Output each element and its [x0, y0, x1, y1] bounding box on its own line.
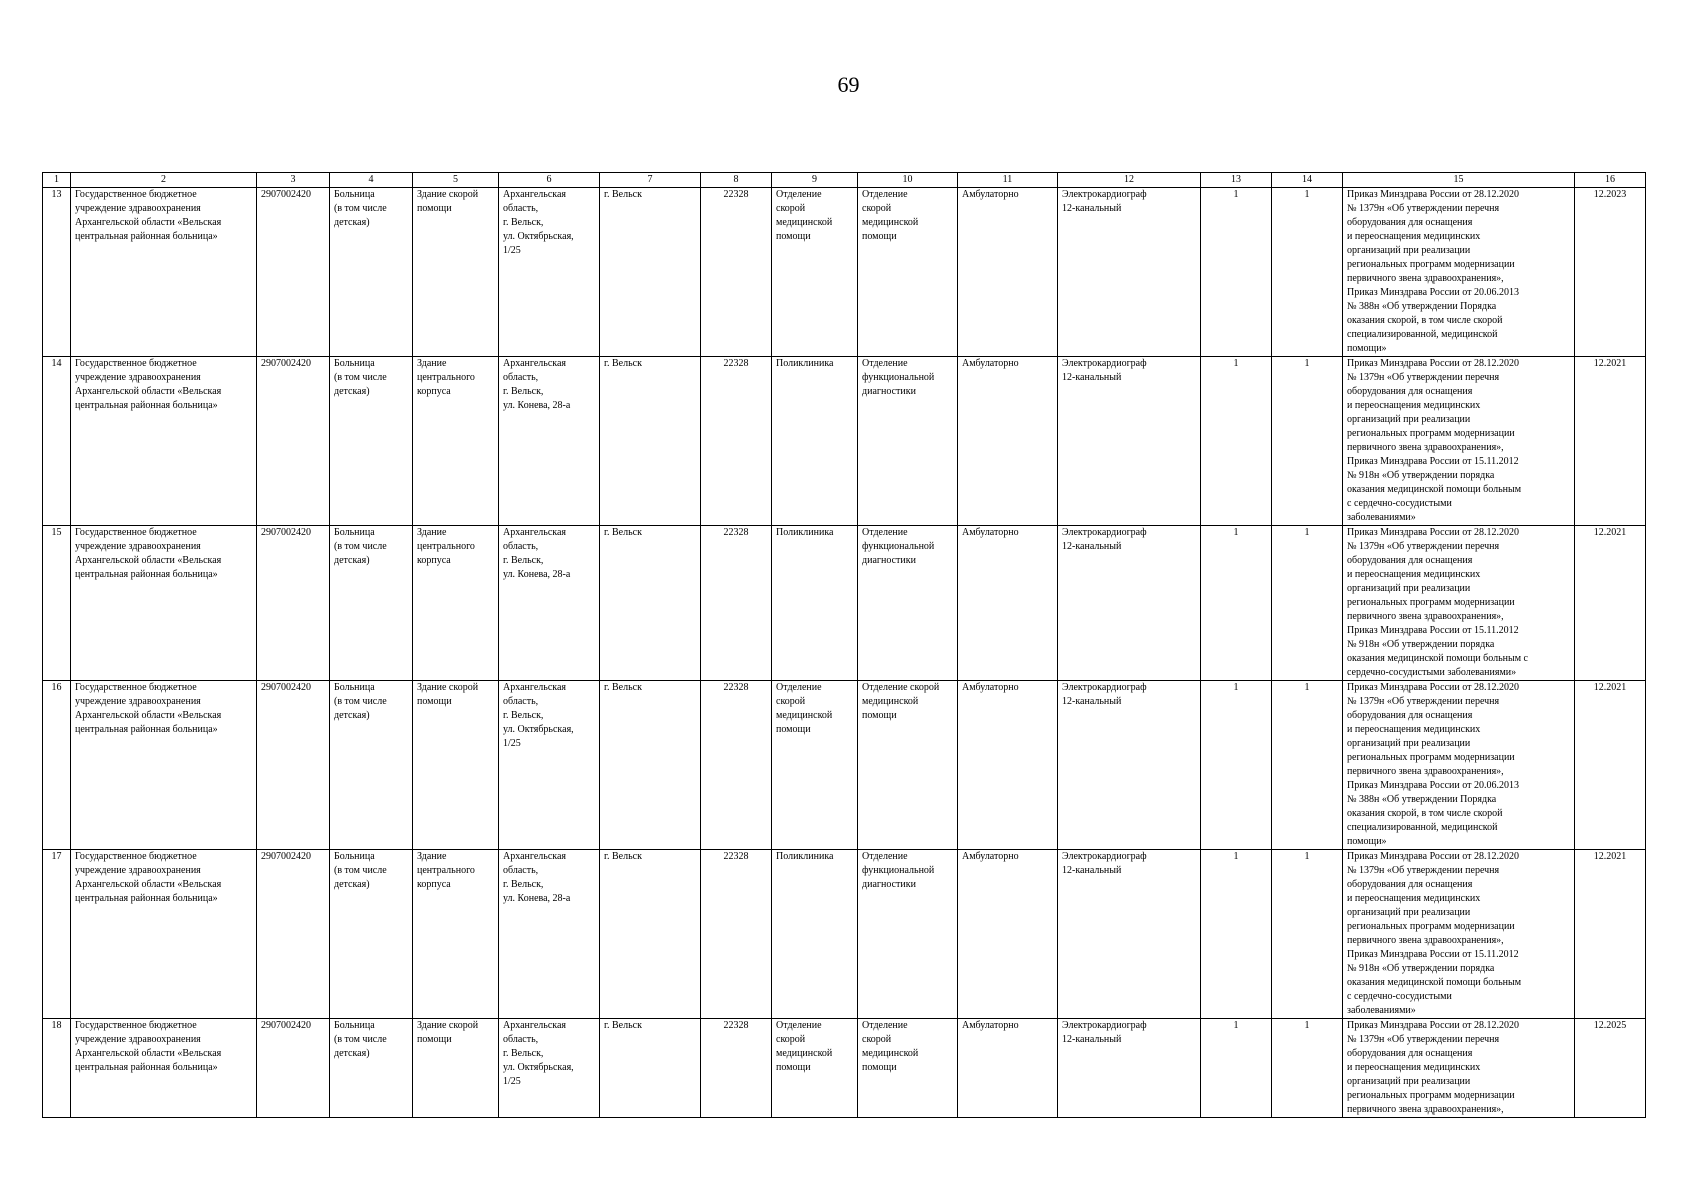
quantity-cell: 1: [1201, 357, 1272, 526]
column-header: 9: [772, 173, 858, 188]
organization-cell: Государственное бюджетное учреждение здравоохранения Архангельской области «Вельская центральная районная больница»: [71, 1019, 257, 1118]
column-header: 5: [413, 173, 499, 188]
code-cell: 22328: [701, 681, 772, 850]
row-number: 13: [43, 188, 71, 357]
column-header: 4: [330, 173, 413, 188]
equipment-cell: Электрокардиограф 12-канальный: [1058, 188, 1201, 357]
department-cell: Отделение скорой медицинской помощи: [858, 188, 958, 357]
equipment-cell: Электрокардиограф 12-канальный: [1058, 1019, 1201, 1118]
column-header: 14: [1272, 173, 1343, 188]
date-cell: 12.2025: [1575, 1019, 1646, 1118]
unit-cell: Отделение скорой медицинской помощи: [772, 1019, 858, 1118]
regulation-cell: Приказ Минздрава России от 28.12.2020 № 1379н «Об утверждении перечня оборудования для оснащения и переоснащения медицинских организаций при реализации региональных программ модернизации первичного звена здравоохранения»,: [1343, 1019, 1575, 1118]
care-mode-cell: Амбулаторно: [958, 526, 1058, 681]
code-cell: 22328: [701, 1019, 772, 1118]
regulation-cell: Приказ Минздрава России от 28.12.2020 № 1379н «Об утверждении перечня оборудования для оснащения и переоснащения медицинских организаций при реализации региональных программ модернизации первичного звена здравоохранения», Приказ Минздрава России от 20.06.2013 № 388н «Об утверждении Порядка оказания скорой, в том числе скорой специализированной, медицинской помощи»: [1343, 188, 1575, 357]
column-header: 8: [701, 173, 772, 188]
quantity-cell: 1: [1272, 1019, 1343, 1118]
care-mode-cell: Амбулаторно: [958, 357, 1058, 526]
regulation-cell: Приказ Минздрава России от 28.12.2020 № 1379н «Об утверждении перечня оборудования для оснащения и переоснащения медицинских организаций при реализации региональных программ модернизации первичного звена здравоохранения», Приказ Минздрава России от 15.11.2012 № 918н «Об утверждении порядка оказания медицинской помощи больным с сердечно-сосудистыми заболеваниями»: [1343, 526, 1575, 681]
column-header: 7: [600, 173, 701, 188]
organization-cell: Государственное бюджетное учреждение здравоохранения Архангельской области «Вельская центральная районная больница»: [71, 188, 257, 357]
date-cell: 12.2021: [1575, 681, 1646, 850]
facility-type-cell: Больница (в том числе детская): [330, 850, 413, 1019]
page-number: 69: [837, 72, 860, 97]
row-number: 18: [43, 1019, 71, 1118]
table-row: [43, 850, 1646, 1019]
inn-cell: 2907002420: [257, 850, 330, 1019]
facility-type-cell: Больница (в том числе детская): [330, 1019, 413, 1118]
unit-cell: Поликлиника: [772, 357, 858, 526]
building-cell: Здание центрального корпуса: [413, 357, 499, 526]
code-cell: 22328: [701, 850, 772, 1019]
quantity-cell: 1: [1272, 357, 1343, 526]
quantity-cell: 1: [1272, 681, 1343, 850]
regulation-cell: Приказ Минздрава России от 28.12.2020 № 1379н «Об утверждении перечня оборудования для оснащения и переоснащения медицинских организаций при реализации региональных программ модернизации первичного звена здравоохранения», Приказ Минздрава России от 20.06.2013 № 388н «Об утверждении Порядка оказания скорой, в том числе скорой специализированной, медицинской помощи»: [1343, 681, 1575, 850]
building-cell: Здание скорой помощи: [413, 188, 499, 357]
column-header: 16: [1575, 173, 1646, 188]
inn-cell: 2907002420: [257, 188, 330, 357]
organization-cell: Государственное бюджетное учреждение здравоохранения Архангельской области «Вельская центральная районная больница»: [71, 681, 257, 850]
settlement-cell: г. Вельск: [600, 357, 701, 526]
inn-cell: 2907002420: [257, 357, 330, 526]
quantity-cell: 1: [1201, 681, 1272, 850]
table-row: [43, 1019, 1646, 1118]
column-header: 11: [958, 173, 1058, 188]
organization-cell: Государственное бюджетное учреждение здравоохранения Архангельской области «Вельская центральная районная больница»: [71, 850, 257, 1019]
quantity-cell: 1: [1201, 526, 1272, 681]
equipment-cell: Электрокардиограф 12-канальный: [1058, 681, 1201, 850]
table-row: [43, 357, 1646, 526]
department-cell: Отделение функциональной диагностики: [858, 850, 958, 1019]
code-cell: 22328: [701, 188, 772, 357]
settlement-cell: г. Вельск: [600, 681, 701, 850]
settlement-cell: г. Вельск: [600, 1019, 701, 1118]
date-cell: 12.2021: [1575, 850, 1646, 1019]
quantity-cell: 1: [1272, 850, 1343, 1019]
facility-type-cell: Больница (в том числе детская): [330, 526, 413, 681]
organization-cell: Государственное бюджетное учреждение здравоохранения Архангельской области «Вельская центральная районная больница»: [71, 526, 257, 681]
quantity-cell: 1: [1201, 850, 1272, 1019]
unit-cell: Поликлиника: [772, 850, 858, 1019]
regulation-cell: Приказ Минздрава России от 28.12.2020 № 1379н «Об утверждении перечня оборудования для оснащения и переоснащения медицинских организаций при реализации региональных программ модернизации первичного звена здравоохранения», Приказ Минздрава России от 15.11.2012 № 918н «Об утверждении порядка оказания медицинской помощи больным с сердечно-сосудистыми заболеваниями»: [1343, 357, 1575, 526]
row-number: 15: [43, 526, 71, 681]
row-number: 16: [43, 681, 71, 850]
table-row: [43, 681, 1646, 850]
column-header: 12: [1058, 173, 1201, 188]
address-cell: Архангельская область, г. Вельск, ул. Конева, 28-а: [499, 357, 600, 526]
building-cell: Здание скорой помощи: [413, 1019, 499, 1118]
unit-cell: Поликлиника: [772, 526, 858, 681]
equipment-table: [42, 172, 1646, 1118]
column-header: 13: [1201, 173, 1272, 188]
table-row: [43, 188, 1646, 357]
quantity-cell: 1: [1201, 188, 1272, 357]
settlement-cell: г. Вельск: [600, 188, 701, 357]
care-mode-cell: Амбулаторно: [958, 681, 1058, 850]
date-cell: 12.2021: [1575, 526, 1646, 681]
quantity-cell: 1: [1201, 1019, 1272, 1118]
care-mode-cell: Амбулаторно: [958, 1019, 1058, 1118]
column-header: 10: [858, 173, 958, 188]
care-mode-cell: Амбулаторно: [958, 850, 1058, 1019]
facility-type-cell: Больница (в том числе детская): [330, 681, 413, 850]
department-cell: Отделение функциональной диагностики: [858, 357, 958, 526]
address-cell: Архангельская область, г. Вельск, ул. Октябрьская, 1/25: [499, 681, 600, 850]
address-cell: Архангельская область, г. Вельск, ул. Конева, 28-а: [499, 526, 600, 681]
row-number: 14: [43, 357, 71, 526]
column-header: 15: [1343, 173, 1575, 188]
column-header: 6: [499, 173, 600, 188]
code-cell: 22328: [701, 357, 772, 526]
inn-cell: 2907002420: [257, 1019, 330, 1118]
date-cell: 12.2023: [1575, 188, 1646, 357]
care-mode-cell: Амбулаторно: [958, 188, 1058, 357]
code-cell: 22328: [701, 526, 772, 681]
address-cell: Архангельская область, г. Вельск, ул. Октябрьская, 1/25: [499, 1019, 600, 1118]
equipment-cell: Электрокардиограф 12-канальный: [1058, 357, 1201, 526]
unit-cell: Отделение скорой медицинской помощи: [772, 681, 858, 850]
unit-cell: Отделение скорой медицинской помощи: [772, 188, 858, 357]
equipment-cell: Электрокардиограф 12-канальный: [1058, 526, 1201, 681]
organization-cell: Государственное бюджетное учреждение здравоохранения Архангельской области «Вельская центральная районная больница»: [71, 357, 257, 526]
building-cell: Здание скорой помощи: [413, 681, 499, 850]
department-cell: Отделение скорой медицинской помощи: [858, 1019, 958, 1118]
column-header: 3: [257, 173, 330, 188]
inn-cell: 2907002420: [257, 681, 330, 850]
building-cell: Здание центрального корпуса: [413, 850, 499, 1019]
settlement-cell: г. Вельск: [600, 526, 701, 681]
date-cell: 12.2021: [1575, 357, 1646, 526]
facility-type-cell: Больница (в том числе детская): [330, 357, 413, 526]
inn-cell: 2907002420: [257, 526, 330, 681]
address-cell: Архангельская область, г. Вельск, ул. Октябрьская, 1/25: [499, 188, 600, 357]
table-row: [43, 526, 1646, 681]
regulation-cell: Приказ Минздрава России от 28.12.2020 № 1379н «Об утверждении перечня оборудования для оснащения и переоснащения медицинских организаций при реализации региональных программ модернизации первичного звена здравоохранения», Приказ Минздрава России от 15.11.2012 № 918н «Об утверждении порядка оказания медицинской помощи больным с сердечно-сосудистыми заболеваниями»: [1343, 850, 1575, 1019]
equipment-cell: Электрокардиограф 12-канальный: [1058, 850, 1201, 1019]
column-number-row: [43, 173, 1646, 188]
quantity-cell: 1: [1272, 188, 1343, 357]
column-header: 1: [43, 173, 71, 188]
column-header: 2: [71, 173, 257, 188]
facility-type-cell: Больница (в том числе детская): [330, 188, 413, 357]
quantity-cell: 1: [1272, 526, 1343, 681]
row-number: 17: [43, 850, 71, 1019]
department-cell: Отделение функциональной диагностики: [858, 526, 958, 681]
building-cell: Здание центрального корпуса: [413, 526, 499, 681]
settlement-cell: г. Вельск: [600, 850, 701, 1019]
department-cell: Отделение скорой медицинской помощи: [858, 681, 958, 850]
address-cell: Архангельская область, г. Вельск, ул. Конева, 28-а: [499, 850, 600, 1019]
